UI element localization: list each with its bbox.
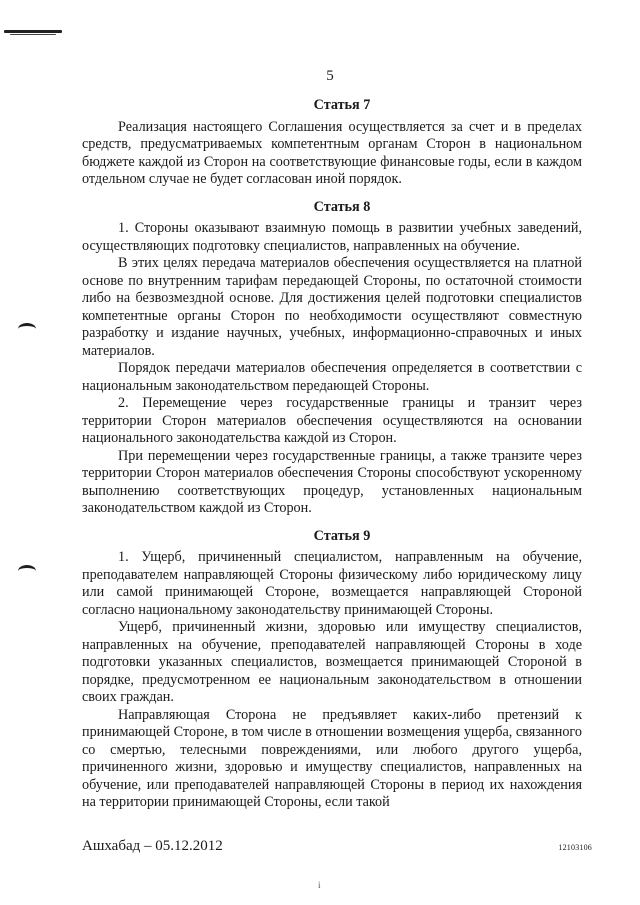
article-7-paragraph-1: Реализация настоящего Соглашения осуществляется за счет и в пределах средств, предусматриваемых компетентным органам Сторон в национальном бюджете каждой из Сторон на соответствующие финансовые годы, если в каждом отдельном случае не будет согласован иной порядок. [82, 118, 582, 187]
page-number: 5 [326, 68, 334, 84]
article-8-paragraph-3: Порядок передачи материалов обеспечения определяется в соответствии с национальным законодательством передающей Стороны. [82, 360, 582, 394]
scan-artifact-mark [4, 30, 62, 33]
article-8-paragraph-2: В этих целях передача материалов обеспечения осуществляется на платной основе по внутренним тарифам передающей Стороны, по остаточной стоимости либо на безвозмездной основе. Для достижения целей подготовки специалистов компетентные органы Сторон по необходимости осуществляют совместную разработку и издание научных, учебных, информационно-справочных и иных материалов. [82, 255, 582, 359]
article-9-paragraph-1: 1. Ущерб, причиненный специалистом, направленным на обучение, преподавателем направляющей Стороны физическому либо юридическому лицу или самой принимающей Стороне, возмещается направляющей Стороной согласно национальному законодательству принимающей Стороны. [82, 549, 582, 618]
document-body [82, 97, 582, 812]
footer-document-code: 12103106 [558, 843, 592, 852]
scan-artifact-mark-thin [10, 34, 56, 35]
hole-punch-mark-top [18, 323, 36, 335]
article-9-paragraph-3: Направляющая Сторона не предъявляет каких-либо претензий к принимающей Стороне, в том числе в отношении возмещения ущерба, связанного со смертью, телесными повреждениями, или любого другого ущерба, причиненного жизни, здоровью и имуществу специалистов, направленных на обучение, или преподавателей направляющей Стороны в период их нахождения на территории принимающей Стороны, если такой [82, 706, 582, 810]
article-8-heading: Статья 8 [313, 198, 371, 215]
article-9-heading: Статья 9 [313, 527, 371, 544]
article-8-paragraph-4: 2. Перемещение через государственные границы и транзит через территории Сторон материалов обеспечения осуществляются на основании национального законодательства каждой из Сторон. [82, 395, 582, 446]
article-7-heading: Статья 7 [313, 97, 371, 113]
article-8-paragraph-1: 1. Стороны оказывают взаимную помощь в развитии учебных заведений, осуществляющих подготовку специалистов, направленных на обучение. [82, 220, 582, 254]
article-8-paragraph-5: При перемещении через государственные границы, а также транзите через территории Сторон материалов обеспечения Стороны способствуют ускоренному выполнению соответствующих процедур, установленных национальным законодательством каждой из Сторон. [82, 447, 582, 516]
footer-place-date: Ашхабад – 05.12.2012 [82, 838, 223, 854]
hole-punch-mark-bottom [18, 565, 36, 577]
article-9-paragraph-2: Ущерб, причиненный жизни, здоровью или имуществу специалистов, направленных на обучение, преподавателей направляющей Стороны в ходе подготовки указанных специалистов, возмещается принимающей Стороной в порядке, предусмотренном ее национальным законодательством в отношении своих граждан. [82, 619, 582, 705]
bottom-scan-mark: i [318, 880, 321, 890]
